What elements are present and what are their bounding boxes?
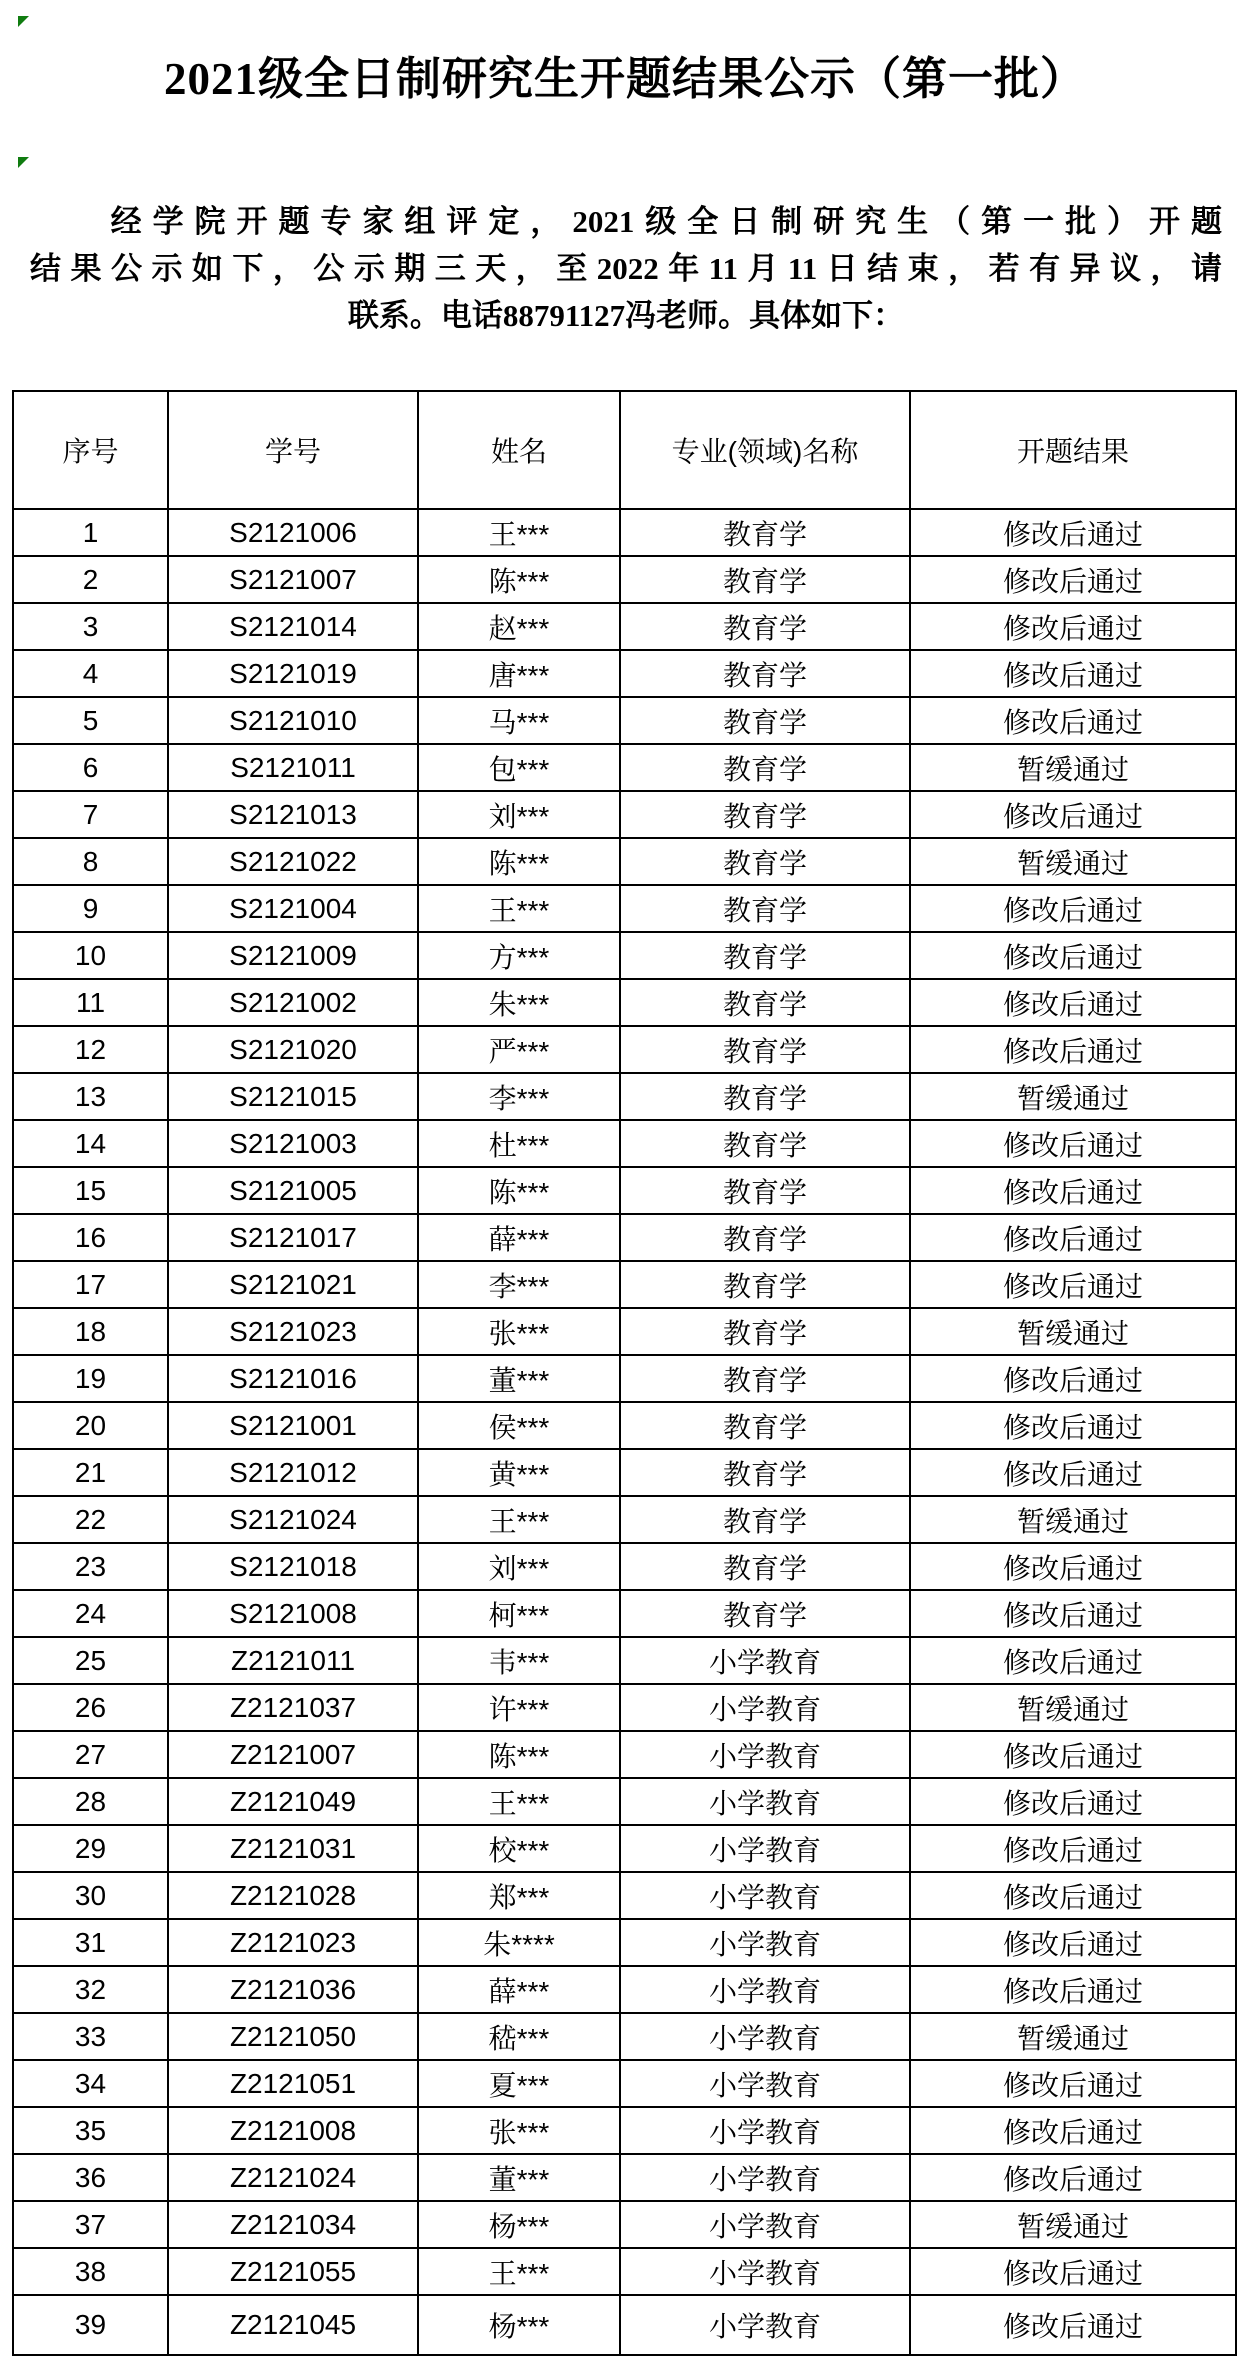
results-table-header — [13, 391, 1236, 509]
cell-major: 教育学 — [620, 1167, 910, 1214]
cell-student-id: Z2121036 — [168, 1966, 418, 2013]
cell-result: 修改后通过 — [910, 1731, 1236, 1778]
cell-major: 教育学 — [620, 1449, 910, 1496]
cell-student-id: Z2121024 — [168, 2154, 418, 2201]
cell-result: 修改后通过 — [910, 1120, 1236, 1167]
cell-major: 小学教育 — [620, 2013, 910, 2060]
table-row — [13, 1167, 1236, 1214]
cell-major: 教育学 — [620, 1073, 910, 1120]
cell-name: 郑*** — [418, 1872, 620, 1919]
cell-index: 35 — [13, 2107, 168, 2154]
cell-result: 修改后通过 — [910, 1026, 1236, 1073]
table-row — [13, 1872, 1236, 1919]
cell-student-id: Z2121028 — [168, 1872, 418, 1919]
cell-major: 小学教育 — [620, 1872, 910, 1919]
cell-name: 王*** — [418, 1778, 620, 1825]
cell-name: 韦*** — [418, 1637, 620, 1684]
cell-major: 教育学 — [620, 1214, 910, 1261]
cell-index: 4 — [13, 650, 168, 697]
cell-name: 杨*** — [418, 2201, 620, 2248]
cell-result: 修改后通过 — [910, 1637, 1236, 1684]
green-corner-flag-icon — [18, 157, 29, 168]
cell-result: 修改后通过 — [910, 2060, 1236, 2107]
cell-result: 修改后通过 — [910, 2248, 1236, 2295]
table-row — [13, 1966, 1236, 2013]
cell-major: 教育学 — [620, 979, 910, 1026]
cell-student-id: S2121014 — [168, 603, 418, 650]
cell-name: 陈*** — [418, 1731, 620, 1778]
header-student-id: 学号 — [168, 391, 418, 509]
cell-name: 李*** — [418, 1261, 620, 1308]
table-row — [13, 1449, 1236, 1496]
table-row — [13, 1590, 1236, 1637]
cell-name: 柯*** — [418, 1590, 620, 1637]
cell-major: 教育学 — [620, 838, 910, 885]
cell-result: 修改后通过 — [910, 791, 1236, 838]
cell-index: 24 — [13, 1590, 168, 1637]
intro-line-1: 经学院开题专家组评定，2021级全日制研究生（第一批）开题 — [110, 204, 1222, 239]
table-row — [13, 744, 1236, 791]
cell-result: 暂缓通过 — [910, 1073, 1236, 1120]
cell-student-id: Z2121031 — [168, 1825, 418, 1872]
cell-result: 修改后通过 — [910, 1919, 1236, 1966]
cell-student-id: Z2121023 — [168, 1919, 418, 1966]
cell-student-id: Z2121045 — [168, 2295, 418, 2355]
header-name: 姓名 — [418, 391, 620, 509]
cell-major: 小学教育 — [620, 2201, 910, 2248]
cell-student-id: Z2121008 — [168, 2107, 418, 2154]
cell-major: 小学教育 — [620, 2295, 910, 2355]
cell-result: 修改后通过 — [910, 1825, 1236, 1872]
cell-major: 教育学 — [620, 791, 910, 838]
cell-index: 12 — [13, 1026, 168, 1073]
table-row — [13, 509, 1236, 556]
table-row — [13, 1355, 1236, 1402]
header-index: 序号 — [13, 391, 168, 509]
cell-index: 33 — [13, 2013, 168, 2060]
cell-index: 23 — [13, 1543, 168, 1590]
table-row — [13, 1731, 1236, 1778]
cell-major: 教育学 — [620, 1543, 910, 1590]
cell-result: 修改后通过 — [910, 1449, 1236, 1496]
table-row — [13, 1308, 1236, 1355]
cell-result: 修改后通过 — [910, 556, 1236, 603]
cell-student-id: S2121021 — [168, 1261, 418, 1308]
cell-name: 黄*** — [418, 1449, 620, 1496]
cell-major: 教育学 — [620, 1261, 910, 1308]
cell-student-id: S2121009 — [168, 932, 418, 979]
cell-name: 嵇*** — [418, 2013, 620, 2060]
cell-major: 教育学 — [620, 1120, 910, 1167]
cell-major: 小学教育 — [620, 1825, 910, 1872]
cell-name: 包*** — [418, 744, 620, 791]
cell-index: 31 — [13, 1919, 168, 1966]
table-row — [13, 1261, 1236, 1308]
cell-student-id: S2121011 — [168, 744, 418, 791]
cell-name: 陈*** — [418, 838, 620, 885]
cell-name: 赵*** — [418, 603, 620, 650]
table-row — [13, 1543, 1236, 1590]
cell-result: 修改后通过 — [910, 1872, 1236, 1919]
cell-result: 暂缓通过 — [910, 1496, 1236, 1543]
cell-result: 修改后通过 — [910, 697, 1236, 744]
cell-major: 教育学 — [620, 1355, 910, 1402]
cell-student-id: S2121018 — [168, 1543, 418, 1590]
cell-result: 修改后通过 — [910, 2154, 1236, 2201]
cell-result: 修改后通过 — [910, 1261, 1236, 1308]
cell-student-id: S2121008 — [168, 1590, 418, 1637]
cell-result: 修改后通过 — [910, 2107, 1236, 2154]
cell-student-id: S2121012 — [168, 1449, 418, 1496]
table-row — [13, 2060, 1236, 2107]
cell-result: 暂缓通过 — [910, 1308, 1236, 1355]
cell-index: 6 — [13, 744, 168, 791]
cell-index: 5 — [13, 697, 168, 744]
table-row — [13, 2248, 1236, 2295]
cell-index: 15 — [13, 1167, 168, 1214]
cell-major: 教育学 — [620, 697, 910, 744]
cell-result: 修改后通过 — [910, 885, 1236, 932]
cell-index: 32 — [13, 1966, 168, 2013]
table-row — [13, 556, 1236, 603]
cell-index: 9 — [13, 885, 168, 932]
cell-student-id: S2121020 — [168, 1026, 418, 1073]
cell-index: 10 — [13, 932, 168, 979]
cell-student-id: S2121007 — [168, 556, 418, 603]
cell-index: 39 — [13, 2295, 168, 2355]
cell-student-id: S2121003 — [168, 1120, 418, 1167]
cell-major: 教育学 — [620, 1308, 910, 1355]
cell-result: 修改后通过 — [910, 979, 1236, 1026]
table-row — [13, 1402, 1236, 1449]
cell-name: 唐*** — [418, 650, 620, 697]
cell-student-id: S2121015 — [168, 1073, 418, 1120]
table-row — [13, 1026, 1236, 1073]
table-row — [13, 697, 1236, 744]
header-row — [13, 391, 1236, 509]
cell-student-id: Z2121055 — [168, 2248, 418, 2295]
cell-result: 修改后通过 — [910, 1214, 1236, 1261]
cell-major: 教育学 — [620, 509, 910, 556]
cell-index: 18 — [13, 1308, 168, 1355]
cell-result: 暂缓通过 — [910, 838, 1236, 885]
cell-result: 暂缓通过 — [910, 1684, 1236, 1731]
cell-major: 教育学 — [620, 1026, 910, 1073]
cell-name: 薛*** — [418, 1966, 620, 2013]
cell-major: 小学教育 — [620, 1637, 910, 1684]
cell-major: 教育学 — [620, 1402, 910, 1449]
cell-major: 教育学 — [620, 603, 910, 650]
table-row — [13, 1825, 1236, 1872]
table-row — [13, 1684, 1236, 1731]
cell-major: 教育学 — [620, 1496, 910, 1543]
cell-index: 2 — [13, 556, 168, 603]
cell-name: 严*** — [418, 1026, 620, 1073]
cell-student-id: S2121004 — [168, 885, 418, 932]
cell-index: 27 — [13, 1731, 168, 1778]
cell-name: 薛*** — [418, 1214, 620, 1261]
cell-index: 22 — [13, 1496, 168, 1543]
cell-name: 王*** — [418, 885, 620, 932]
table-row — [13, 1120, 1236, 1167]
cell-major: 小学教育 — [620, 2060, 910, 2107]
cell-major: 教育学 — [620, 650, 910, 697]
table-row — [13, 1637, 1236, 1684]
table-row — [13, 1073, 1236, 1120]
cell-student-id: S2121019 — [168, 650, 418, 697]
cell-result: 修改后通过 — [910, 932, 1236, 979]
table-row — [13, 885, 1236, 932]
cell-index: 30 — [13, 1872, 168, 1919]
table-row — [13, 603, 1236, 650]
cell-index: 19 — [13, 1355, 168, 1402]
cell-index: 13 — [13, 1073, 168, 1120]
table-row — [13, 2154, 1236, 2201]
cell-student-id: Z2121011 — [168, 1637, 418, 1684]
cell-index: 1 — [13, 509, 168, 556]
cell-name: 陈*** — [418, 1167, 620, 1214]
cell-name: 朱**** — [418, 1919, 620, 1966]
cell-name: 张*** — [418, 1308, 620, 1355]
cell-result: 修改后通过 — [910, 650, 1236, 697]
cell-index: 38 — [13, 2248, 168, 2295]
cell-name: 杜*** — [418, 1120, 620, 1167]
intro-line-2: 结果公示如下，公示期三天，至2022年11月11日结束，若有异议，请 — [30, 251, 1222, 286]
cell-student-id: S2121023 — [168, 1308, 418, 1355]
cell-student-id: S2121013 — [168, 791, 418, 838]
table-row — [13, 2295, 1236, 2355]
cell-student-id: Z2121037 — [168, 1684, 418, 1731]
cell-index: 21 — [13, 1449, 168, 1496]
cell-name: 刘*** — [418, 791, 620, 838]
table-row — [13, 650, 1236, 697]
cell-major: 小学教育 — [620, 2248, 910, 2295]
cell-major: 小学教育 — [620, 2154, 910, 2201]
cell-index: 37 — [13, 2201, 168, 2248]
cell-name: 许*** — [418, 1684, 620, 1731]
table-row — [13, 2107, 1236, 2154]
cell-index: 14 — [13, 1120, 168, 1167]
cell-result: 暂缓通过 — [910, 2013, 1236, 2060]
cell-student-id: S2121017 — [168, 1214, 418, 1261]
cell-major: 小学教育 — [620, 1966, 910, 2013]
cell-result: 修改后通过 — [910, 1355, 1236, 1402]
table-row — [13, 2201, 1236, 2248]
cell-name: 王*** — [418, 1496, 620, 1543]
cell-index: 25 — [13, 1637, 168, 1684]
cell-result: 修改后通过 — [910, 1543, 1236, 1590]
table-row — [13, 1919, 1236, 1966]
cell-index: 16 — [13, 1214, 168, 1261]
cell-name: 李*** — [418, 1073, 620, 1120]
cell-student-id: Z2121049 — [168, 1778, 418, 1825]
cell-index: 29 — [13, 1825, 168, 1872]
cell-name: 杨*** — [418, 2295, 620, 2355]
cell-index: 28 — [13, 1778, 168, 1825]
table-row — [13, 932, 1236, 979]
cell-name: 张*** — [418, 2107, 620, 2154]
cell-student-id: Z2121050 — [168, 2013, 418, 2060]
cell-result: 修改后通过 — [910, 2295, 1236, 2355]
cell-student-id: S2121022 — [168, 838, 418, 885]
results-table — [12, 390, 1237, 2356]
cell-index: 3 — [13, 603, 168, 650]
cell-name: 朱*** — [418, 979, 620, 1026]
cell-major: 小学教育 — [620, 2107, 910, 2154]
cell-major: 小学教育 — [620, 1778, 910, 1825]
cell-student-id: S2121002 — [168, 979, 418, 1026]
table-row — [13, 2013, 1236, 2060]
cell-index: 26 — [13, 1684, 168, 1731]
header-result: 开题结果 — [910, 391, 1236, 509]
cell-result: 修改后通过 — [910, 509, 1236, 556]
green-corner-flag-icon — [18, 16, 29, 27]
cell-name: 校*** — [418, 1825, 620, 1872]
cell-student-id: S2121010 — [168, 697, 418, 744]
cell-major: 教育学 — [620, 1590, 910, 1637]
table-row — [13, 838, 1236, 885]
page-title: 2021级全日制研究生开题结果公示（第一批） — [163, 54, 1086, 104]
cell-name: 马*** — [418, 697, 620, 744]
results-table-body — [13, 509, 1236, 2355]
cell-index: 20 — [13, 1402, 168, 1449]
cell-name: 陈*** — [418, 556, 620, 603]
cell-name: 王*** — [418, 2248, 620, 2295]
cell-index: 8 — [13, 838, 168, 885]
cell-name: 方*** — [418, 932, 620, 979]
cell-result: 修改后通过 — [910, 1402, 1236, 1449]
table-row — [13, 791, 1236, 838]
cell-result: 修改后通过 — [910, 1590, 1236, 1637]
cell-result: 暂缓通过 — [910, 744, 1236, 791]
cell-name: 董*** — [418, 2154, 620, 2201]
cell-major: 小学教育 — [620, 1684, 910, 1731]
table-row — [13, 1496, 1236, 1543]
cell-major: 教育学 — [620, 744, 910, 791]
cell-name: 刘*** — [418, 1543, 620, 1590]
cell-major: 教育学 — [620, 885, 910, 932]
intro-paragraph — [30, 198, 1222, 339]
cell-student-id: S2121016 — [168, 1355, 418, 1402]
cell-name: 王*** — [418, 509, 620, 556]
cell-index: 17 — [13, 1261, 168, 1308]
cell-major: 教育学 — [620, 556, 910, 603]
cell-result: 修改后通过 — [910, 1167, 1236, 1214]
cell-major: 小学教育 — [620, 1919, 910, 1966]
cell-major: 小学教育 — [620, 1731, 910, 1778]
cell-student-id: S2121024 — [168, 1496, 418, 1543]
cell-result: 修改后通过 — [910, 603, 1236, 650]
cell-index: 34 — [13, 2060, 168, 2107]
cell-student-id: S2121006 — [168, 509, 418, 556]
cell-student-id: Z2121034 — [168, 2201, 418, 2248]
cell-student-id: Z2121007 — [168, 1731, 418, 1778]
cell-student-id: S2121005 — [168, 1167, 418, 1214]
cell-student-id: S2121001 — [168, 1402, 418, 1449]
cell-student-id: Z2121051 — [168, 2060, 418, 2107]
cell-index: 11 — [13, 979, 168, 1026]
cell-index: 7 — [13, 791, 168, 838]
intro-line-3: 联系。电话88791127冯老师。具体如下： — [347, 298, 905, 333]
cell-name: 侯*** — [418, 1402, 620, 1449]
cell-result: 修改后通过 — [910, 1778, 1236, 1825]
header-major: 专业(领域)名称 — [620, 391, 910, 509]
cell-major: 教育学 — [620, 932, 910, 979]
cell-result: 暂缓通过 — [910, 2201, 1236, 2248]
cell-result: 修改后通过 — [910, 1966, 1236, 2013]
cell-index: 36 — [13, 2154, 168, 2201]
cell-name: 夏*** — [418, 2060, 620, 2107]
table-row — [13, 1214, 1236, 1261]
cell-name: 董*** — [418, 1355, 620, 1402]
table-row — [13, 1778, 1236, 1825]
table-row — [13, 979, 1236, 1026]
